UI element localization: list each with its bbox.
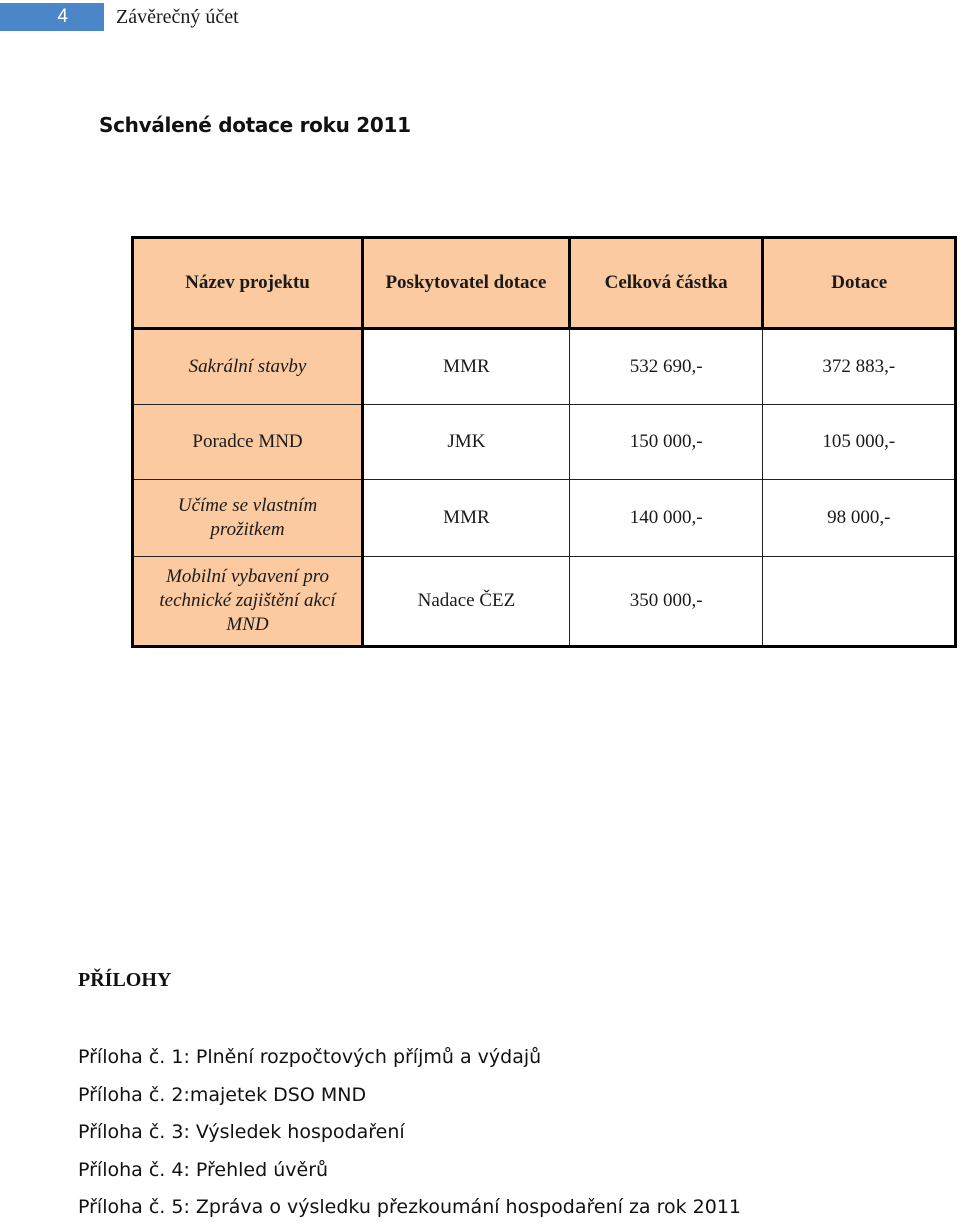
section-title: Schválené dotace roku 2011 <box>99 113 411 137</box>
grant-cell: 372 883,- <box>763 329 956 405</box>
total-cell: 350 000,- <box>569 557 763 647</box>
provider-cell: MMR <box>363 329 570 405</box>
appendix-list <box>78 1043 741 1231</box>
total-cell: 150 000,- <box>569 405 763 480</box>
provider-cell: Nadace ČEZ <box>363 557 570 647</box>
header-title: Závěrečný účet <box>116 6 239 28</box>
table-row <box>133 480 956 557</box>
appendices-title: PŘÍLOHY <box>78 969 172 991</box>
table-row <box>133 329 956 405</box>
grant-cell: 98 000,- <box>763 480 956 557</box>
grant-cell <box>763 557 956 647</box>
header-provider: Poskytovatel dotace <box>363 238 570 329</box>
total-cell: 140 000,- <box>569 480 763 557</box>
table-row <box>133 557 956 647</box>
project-name-cell: Učíme se vlastním prožitkem <box>133 480 363 557</box>
table-row <box>133 405 956 480</box>
provider-cell: JMK <box>363 405 570 480</box>
total-cell: 532 690,- <box>569 329 763 405</box>
appendix-item: Příloha č. 5: Zpráva o výsledku přezkoumání hospodaření za rok 2011 <box>78 1196 742 1218</box>
header-total-amount: Celková částka <box>569 238 763 329</box>
appendix-item: Příloha č. 3: Výsledek hospodaření <box>78 1121 405 1143</box>
project-name-cell: Poradce MND <box>133 405 363 480</box>
header-grant: Dotace <box>763 238 956 329</box>
project-name-cell: Mobilní vybavení pro technické zajištění akcí MND <box>133 557 363 647</box>
appendix-item: Příloha č. 1: Plnění rozpočtových příjmů a výdajů <box>78 1046 542 1068</box>
grant-cell: 105 000,- <box>763 405 956 480</box>
grants-table <box>131 236 957 648</box>
appendix-item: Příloha č. 4: Přehled úvěrů <box>78 1158 329 1181</box>
provider-cell: MMR <box>363 480 570 557</box>
project-name-cell: Sakrální stavby <box>133 329 363 405</box>
page-number: 4 <box>0 3 104 31</box>
appendix-item: Příloha č. 2:majetek DSO MND <box>78 1083 367 1106</box>
header-project-name: Název projektu <box>133 238 363 329</box>
table-header-row <box>133 238 956 329</box>
